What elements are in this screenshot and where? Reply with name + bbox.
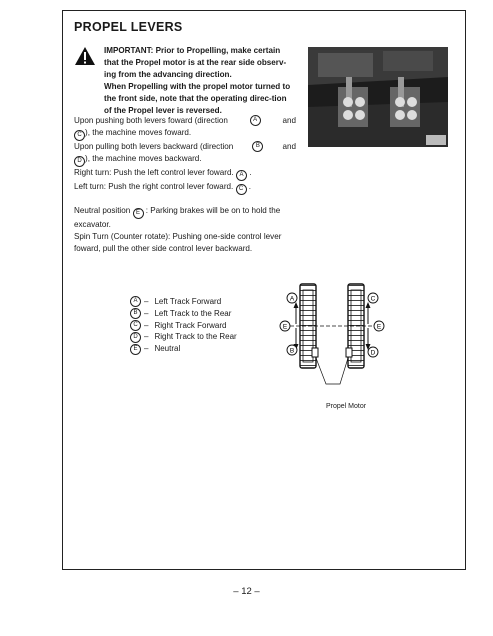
line-4 [74,153,296,167]
circle-letter: D [74,156,85,167]
legend-key: D [130,332,141,343]
legend-text: Left Track to the Rear [154,308,232,318]
line-3 [74,141,296,153]
legend-item: E – Neutral [130,343,237,355]
text-p2c: ), the machine moves backward. [85,154,202,164]
label-d [368,347,378,357]
label-c [368,293,378,303]
section-title: PROPEL LEVERS [74,20,183,34]
line-2 [74,127,296,141]
letter-a: A [289,295,295,303]
text-neutral-b: : Parking brakes will be on to hold the excavator. [74,206,281,229]
letter-d: D [370,349,376,357]
arrow-c [366,302,371,324]
body-text [74,115,296,195]
page-number: – 12 – [233,586,260,597]
important-text-1: Prior to Propelling, make certain that the Propel motor is at the rear side observ-ing from the advancing direction. [104,46,287,79]
line-left-turn: Left turn: Push the right control lever foward. C . [74,181,296,195]
leader-lines [316,358,348,384]
important-para-1 [104,45,292,81]
important-note [104,45,292,117]
text-left-turn: Left turn: Push the right control lever foward. [74,182,234,192]
legend-item: C – Right Track Forward [130,320,237,332]
line-neutral [74,205,299,231]
legend-item: B – Left Track to the Rear [130,308,237,320]
text-neutral-a: Neutral position [74,206,131,215]
line-1 [74,115,296,127]
text-p1a: Upon pushing both levers foward (direction [74,116,228,125]
text-p1b: and [282,116,296,125]
label-b [287,345,297,355]
propel-motor-label: Propel Motor [326,403,367,410]
right-propel-motor [346,348,352,357]
label-a [287,293,297,303]
letter-b: B [289,347,295,355]
body-text-wide [74,205,299,255]
circle-letter: A [236,170,247,181]
label-e-left [280,321,290,331]
warning-icon [74,46,96,66]
circle-letter: C [236,184,247,195]
arrow-a [294,302,299,324]
track-diagram [278,280,388,400]
text-p2a: Upon pulling both levers backward (direction [74,142,234,152]
text-p2b: and [282,142,296,152]
legend-text: Neutral [154,344,181,354]
important-text-2: When Propelling with the propel motor turned to the front side, note that the operating direc-tion of the Propel lever is reversed. [104,82,291,115]
left-propel-motor [312,348,318,357]
important-label: IMPORTANT: [104,46,154,55]
legend-key: C [130,320,141,331]
line-right-turn: Right turn: Push the left control lever foward. A . [74,167,296,181]
legend-text: Right Track Forward [154,320,227,330]
cab-photo [308,47,448,147]
legend [130,296,237,355]
arrow-d [366,328,371,350]
circle-letter: B [252,141,263,152]
legend-key: B [130,308,141,319]
circle-letter: E [133,208,144,219]
legend-text: Right Track to the Rear [154,332,237,342]
text-right-turn: Right turn: Push the left control lever foward. [74,168,234,178]
letter-c: C [370,295,376,303]
legend-key: A [130,296,141,307]
label-e-right [374,321,384,331]
circle-letter: C [74,130,85,141]
line-spin: Spin Turn (Counter rotate): Pushing one-side control lever foward, pull the other side control lever backward. [74,232,282,254]
legend-text: Left Track Forward [154,297,222,306]
legend-key: E [130,344,141,355]
letter-e: E [282,323,288,331]
legend-item: A – Left Track Forward [130,296,237,308]
legend-item: D – Right Track to the Rear [130,331,237,343]
text-p1c: ), the machine moves foward. [85,128,192,138]
letter-e: E [376,323,382,331]
circle-letter: A [250,115,261,126]
